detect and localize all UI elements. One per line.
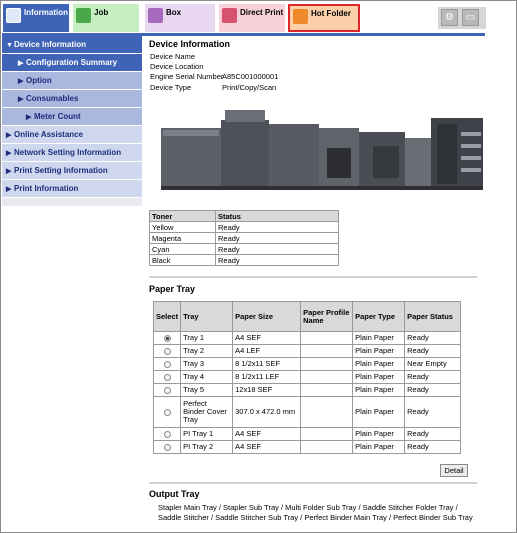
tray-name: PI Tray 2 [181,441,233,454]
tab-label: Direct Print [240,8,284,17]
toner-status: Ready [216,233,339,244]
paper-profile-name [301,441,353,454]
job-icon [76,8,91,23]
tray-radio[interactable] [164,387,171,394]
table-header-row [150,211,339,222]
toner-status: Ready [216,222,339,233]
toner-table [149,210,339,266]
tray-radio[interactable] [164,335,171,342]
sidebar [2,36,142,206]
tray-name: Tray 2 [181,345,233,358]
printer-system-image [161,98,483,216]
table-row [150,233,339,244]
detail-button[interactable]: Detail [440,464,468,477]
table-row [154,397,461,428]
table-row [154,345,461,358]
paper-size: A4 LEF [233,345,301,358]
toner-color: Magenta [150,233,216,244]
tab-label: Job [94,8,109,17]
sidebar-item-label: Network Setting Information [14,148,122,157]
paper-size: A4 SEF [233,428,301,441]
sidebar-item-label: Meter Count [34,112,81,121]
paper-type: Plain Paper [353,397,405,428]
table-row [154,358,461,371]
tray-radio[interactable] [164,431,171,438]
device-location-row [150,62,222,71]
paper-type: Plain Paper [353,384,405,397]
column-header: Paper Size [233,302,301,332]
paper-profile-name [301,371,353,384]
help-icon[interactable]: ▭ [462,9,479,26]
page-title: Device Information [149,39,231,49]
sidebar-item-meter-count[interactable] [2,108,142,126]
tray-radio[interactable] [164,409,171,416]
paper-profile-name [301,384,353,397]
table-header-row [154,302,461,332]
tray-radio[interactable] [164,361,171,368]
sidebar-item-print-information[interactable] [2,180,142,198]
toner-color: Black [150,255,216,266]
column-header: Paper Type [353,302,405,332]
toner-status: Ready [216,255,339,266]
sidebar-item-label: Print Information [14,184,79,193]
info-label: Device Location [150,62,204,71]
info-value: Print/Copy/Scan [222,83,277,92]
select-cell [154,371,181,384]
paper-type: Plain Paper [353,358,405,371]
caret-right-icon: ▶ [26,114,32,121]
sidebar-item-print-setting-information[interactable] [2,162,142,180]
sidebar-item-label: Device Information [14,40,87,49]
direct-print-icon [222,8,237,23]
sidebar-item-label: Option [26,76,52,85]
table-row [150,222,339,233]
caret-down-icon: ▼ [6,42,13,49]
table-row [150,244,339,255]
column-header: Paper Status [405,302,461,332]
sidebar-item-label: Online Assistance [14,130,84,139]
paper-type: Plain Paper [353,345,405,358]
sidebar-item-label: Print Setting Information [14,166,108,175]
caret-right-icon: ▶ [6,168,12,175]
toner-color: Cyan [150,244,216,255]
table-row [154,441,461,454]
sidebar-item-consumables[interactable] [2,90,142,108]
device-settings-icon[interactable]: ⚙ [441,9,458,26]
paper-size: A4 SEF [233,332,301,345]
info-label: Device Type [150,83,192,92]
tray-radio[interactable] [164,444,171,451]
info-label: Engine Serial Number [150,72,224,81]
select-cell [154,358,181,371]
paper-size: A4 SEF [233,441,301,454]
output-tray-title: Output Tray [149,489,200,499]
paper-size: 8 1/2x11 SEF [233,358,301,371]
main-content [147,38,483,533]
section-divider [149,482,477,484]
toner-status: Ready [216,244,339,255]
hot-folder-icon [293,9,308,24]
toner-color: Yellow [150,222,216,233]
sidebar-item-option[interactable] [2,72,142,90]
select-cell [154,384,181,397]
tray-radio[interactable] [164,348,171,355]
tray-radio[interactable] [164,374,171,381]
tab-label: Hot Folder [311,9,351,18]
paper-status: Ready [405,384,461,397]
paper-status: Ready [405,428,461,441]
paper-status: Ready [405,371,461,384]
table-row [154,384,461,397]
paper-profile-name [301,345,353,358]
select-cell [154,441,181,454]
sidebar-item-label: Consumables [26,94,79,103]
paper-profile-name [301,332,353,345]
table-row [154,371,461,384]
tray-name: Tray 3 [181,358,233,371]
select-cell [154,332,181,345]
select-cell [154,345,181,358]
tab-label: Information [24,8,68,17]
caret-right-icon: ▶ [6,132,12,139]
information-icon [6,8,21,23]
caret-right-icon: ▶ [6,186,12,193]
paper-profile-name [301,358,353,371]
column-header: Select [154,302,181,332]
paper-status: Ready [405,397,461,428]
paper-type: Plain Paper [353,428,405,441]
paper-tray-table [153,301,461,454]
sidebar-item-device-information[interactable] [2,36,142,54]
paper-type: Plain Paper [353,371,405,384]
paper-size: 12x18 SEF [233,384,301,397]
utility-icon-group [438,7,486,29]
tab-box[interactable] [145,4,215,32]
table-row [150,255,339,266]
section-divider [149,276,477,278]
paper-type: Plain Paper [353,332,405,345]
caret-right-icon: ▶ [18,78,24,85]
device-name-row [150,52,222,61]
paper-size: 307.0 x 472.0 mm [233,397,301,428]
tab-direct-print[interactable] [219,4,285,32]
table-row [154,332,461,345]
tab-job[interactable] [73,4,139,32]
table-row [154,428,461,441]
info-value: A85C001000001 [222,72,279,81]
tray-name: Tray 1 [181,332,233,345]
info-label: Device Name [150,52,196,61]
column-header: Paper Profile Name [301,302,353,332]
output-tray-list: Stapler Main Tray / Stapler Sub Tray / Multi Folder Sub Tray / Saddle Stitcher Folder Tray / Saddle Stitcher / Saddle Stitcher Sub Tray / Perfect Binder Main Tray / Perfect Binder Sub Tray [158,503,473,522]
paper-profile-name [301,428,353,441]
caret-right-icon: ▶ [6,150,12,157]
paper-size: 8 1/2x11 LEF [233,371,301,384]
tab-hot-folder[interactable] [288,4,360,32]
top-tab-bar [2,2,517,33]
paper-type: Plain Paper [353,441,405,454]
tray-name: Perfect Binder Cover Tray [181,397,233,428]
sidebar-item-online-assistance[interactable] [2,126,142,144]
sidebar-item-label: Configuration Summary [26,58,118,67]
column-header: Status [216,211,339,222]
column-header: Tray [181,302,233,332]
engine-serial-row [150,72,278,81]
paper-status: Near Empty [405,358,461,371]
tray-name: PI Tray 1 [181,428,233,441]
device-type-row [150,83,276,92]
column-header: Toner [150,211,216,222]
select-cell [154,397,181,428]
box-icon [148,8,163,23]
paper-status: Ready [405,441,461,454]
select-cell [154,428,181,441]
caret-right-icon: ▶ [18,60,24,67]
sidebar-item-network-setting-information[interactable] [2,144,142,162]
sidebar-item-configuration-summary[interactable] [2,54,142,72]
tray-name: Tray 5 [181,384,233,397]
tab-label: Box [166,8,182,17]
tab-information[interactable] [3,4,69,32]
paper-tray-title: Paper Tray [149,284,196,294]
paper-status: Ready [405,332,461,345]
paper-status: Ready [405,345,461,358]
caret-right-icon: ▶ [18,96,24,103]
tray-name: Tray 4 [181,371,233,384]
paper-profile-name [301,397,353,428]
